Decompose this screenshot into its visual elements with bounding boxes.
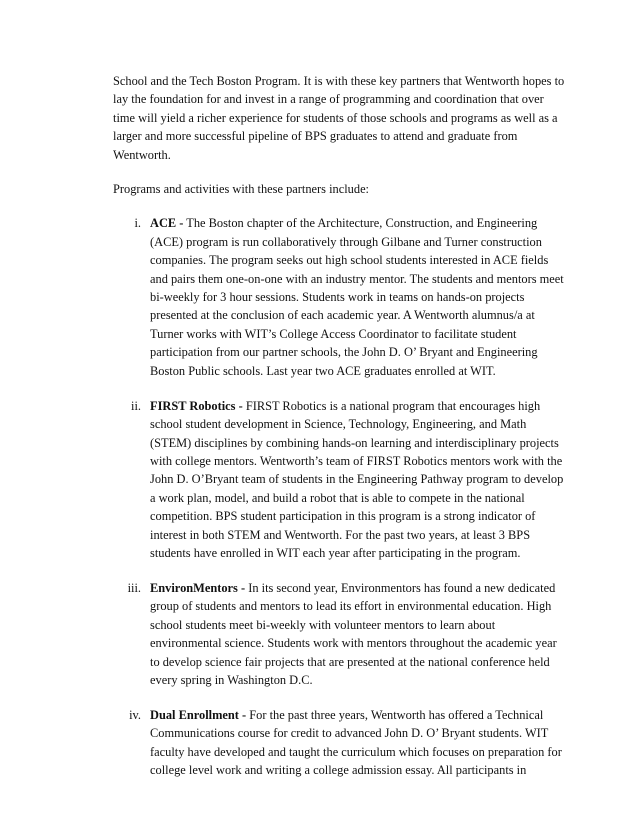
program-term: EnvironMentors - <box>150 580 246 595</box>
program-term: Dual Enrollment - <box>150 707 247 722</box>
list-item-environmentors <box>113 579 565 689</box>
program-term: ACE - <box>150 216 184 231</box>
list-marker: iii. <box>127 580 141 595</box>
list-item-ace <box>113 214 565 380</box>
program-description: The Boston chapter of the Architecture, Construction, and Engineering (ACE) program is run collaboratively through Gilbane and Turner construction companies. The program seeks out high school students interested in ACE fields and pairs them one-on-one with an industry mentor. The students and mentors meet bi-weekly for 3 hour sessions. Students work in teams on hands-on projects presented at the conclusion of each academic year. A Wentworth alumnus/a at Turner works with WIT’s College Access Coordinator to facilitate student participation from our partner schools, the John D. O’ Bryant and Engineering Boston Public schools. Last year two ACE graduates enrolled at WIT. <box>150 216 564 378</box>
intro-paragraph: School and the Tech Boston Program. It is with these key partners that Wentworth hopes to lay the foundation for and invest in a range of programming and coordination that over time will yield a richer experience for students of those schools and programs as well as a larger and more successful pipeline of BPS graduates to attend and graduate from Wentworth. <box>113 74 565 162</box>
programs-list <box>113 214 565 779</box>
list-item-first-robotics <box>113 397 565 563</box>
list-marker: i. <box>134 216 141 231</box>
program-description: FIRST Robotics is a national program that encourages high school student development in Science, Technology, Engineering, and Math (STEM) disciplines by combining hands-on learning and interdisciplinary projects with college mentors. Wentworth’s team of FIRST Robotics mentors work with the John D. O’Bryant team of students in the Engineering Pathway program to develop a work plan, model, and build a robot that is able to compete in the national competition. BPS student participation in this program is a strong indicator of interest in both STEM and Wentworth. For the past two years, at least 3 BPS students have enrolled in WIT each year after participating in the program. <box>150 398 564 560</box>
document-body <box>113 72 565 796</box>
program-description: For the past three years, Wentworth has offered a Technical Communications course for credit to advanced John D. O’ Bryant students. WIT faculty have developed and taught the curriculum which focuses on preparation for college level work and writing a college admission essay. All participants in <box>150 707 562 778</box>
list-marker: iv. <box>129 707 141 722</box>
list-intro: Programs and activities with these partners include: <box>113 182 370 197</box>
program-term: FIRST Robotics - <box>150 398 243 413</box>
list-marker: ii. <box>131 398 141 413</box>
list-item-dual-enrollment <box>113 706 565 780</box>
program-description: In its second year, Environmentors has found a new dedicated group of students and mentors to lead its effort in environmental education. High school students meet bi-weekly with volunteer mentors to learn about environmental science. Students work with mentors throughout the academic year to develop science fair projects that are presented at the national conference held every spring in Washington D.C. <box>150 580 557 687</box>
